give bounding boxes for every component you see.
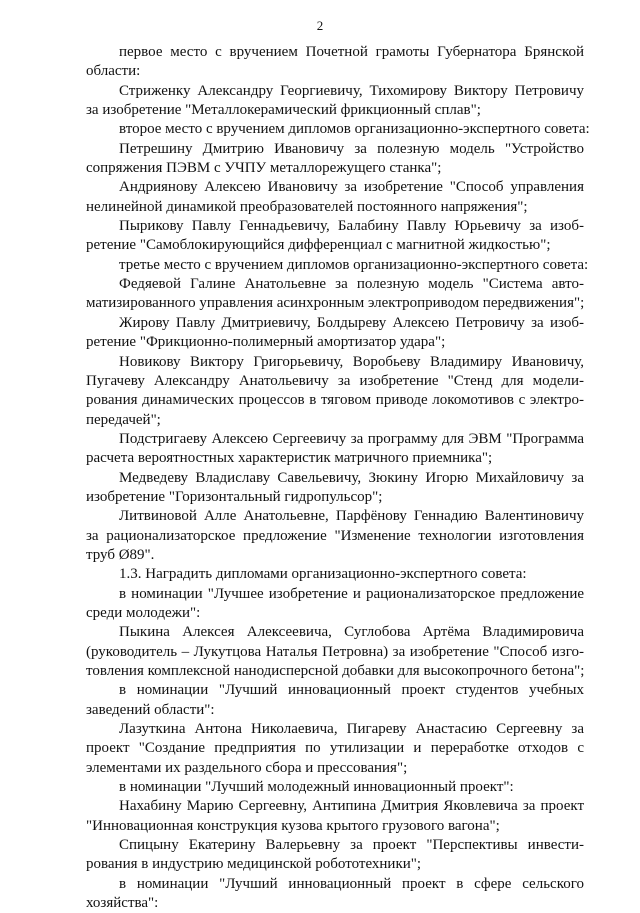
text-line: третье место с вручением дипломов организационно-экспертного совета: [119,256,589,273]
paragraph [86,353,584,430]
paragraph [86,43,584,82]
text-line: Петрешину Дмитрию Ивановичу за полезную модель "Устройство [119,140,584,157]
paragraph [86,681,584,720]
paragraph [86,82,584,121]
paragraph [86,256,589,275]
text-line: сопряжения ПЭВМ с УЧПУ металлорежущего станка"; [86,160,442,177]
text-line: рования динамических процессов в тяговом приводе локомотивов с электро- [86,392,584,409]
text-line: Нахабину Марию Сергеевну, Антипина Дмитрия Яковлевича за проект [119,798,584,815]
text-line: среди молодежи": [86,604,201,621]
text-line: Пырикову Павлу Геннадьевичу, Балабину Павлу Юрьевичу за изоб- [119,218,584,235]
text-line: ретение "Самоблокирующийся дифференциал с магнитной жидкостью"; [86,237,551,254]
paragraph [86,585,584,624]
page-number: 2 [316,18,324,33]
text-line: за рационализаторское предложение "Изменение технологии изготовления [86,527,584,544]
paragraph [86,275,584,314]
paragraph [86,720,584,778]
text-line: рования в индустрию медицинской робототехники"; [86,856,422,873]
text-line: Пугачеву Александру Анатольевичу за изобретение "Стенд для модели- [86,372,584,389]
text-line: нелинейной динамикой преобразователей постоянного напряжения"; [86,198,528,215]
text-line: хозяйства": [86,895,159,912]
text-line: 1.3. Наградить дипломами организационно-экспертного совета: [119,566,527,583]
paragraph [86,469,584,508]
paragraph [86,778,584,797]
text-line: первое место с вручением Почетной грамоты Губернатора Брянской [119,44,584,60]
text-line: Жирову Павлу Дмитриевичу, Болдыреву Алексею Петровичу за изоб- [119,314,584,331]
text-line: в номинации "Лучший молодежный инновационный проект": [119,779,514,796]
text-line: элементами их раздельного сбора и прессования"; [86,759,408,776]
paragraph [86,217,584,256]
paragraph [86,507,584,565]
text-line: матизированного управления асинхронным электроприводом передвижения"; [86,295,585,312]
paragraph [86,797,584,836]
paragraph [86,430,584,469]
text-line: Стриженку Александру Георгиевичу, Тихомирову Виктору Петровичу [119,82,584,99]
text-line: Андриянову Алексею Ивановичу за изобретение "Способ управления [119,179,584,196]
text-line: заведений области": [86,701,215,718]
text-line: ретение "Фрикционно-полимерный амортизатор удара"; [86,334,446,351]
paragraph [86,875,584,913]
paragraph [86,623,584,681]
document-body [86,43,590,913]
paragraph [86,140,584,179]
text-line: за изобретение "Металлокерамический фрикционный сплав"; [86,102,481,119]
paragraph [86,565,584,584]
text-line: проект "Создание предприятия по утилизации и переработке отходов с [86,740,584,757]
text-line: "Инновационная конструкция кузова крытого грузового вагона"; [86,817,500,834]
text-line: Федяевой Галине Анатольевне за полезную модель "Система авто- [119,276,584,293]
paragraph [86,120,590,139]
paragraph [86,836,584,875]
text-line: (руководитель – Лукутцова Наталья Петровна) за изобретение "Способ изго- [86,643,584,660]
text-line: передачей"; [86,411,161,428]
text-line: Литвиновой Алле Анатольевне, Парфёнову Геннадию Валентиновичу [119,508,584,525]
text-line: Спицыну Екатерину Валерьевну за проект "Перспективы инвести- [119,837,584,854]
text-line: расчета вероятностных характеристик матричного приемника"; [86,450,493,467]
text-line: Пыкина Алексея Алексеевича, Суглобова Артёма Владимировича [119,624,584,641]
text-line: в номинации "Лучший инновационный проект в сфере сельского [119,875,584,892]
text-line: изобретение "Горизонтальный гидропульсор"; [86,488,383,505]
text-line: Новикову Виктору Григорьевичу, Воробьеву Владимиру Ивановичу, [119,353,584,370]
text-line: области: [86,63,141,80]
text-line: товления комплексной нанодисперсной добавки для высокопрочного бетона"; [86,663,585,679]
text-line: второе место с вручением дипломов организационно-экспертного совета: [119,121,590,138]
text-line: в номинации "Лучшее изобретение и рационализаторское предложение [119,585,584,602]
text-line: Подстригаеву Алексею Сергеевичу за программу для ЭВМ "Программа [119,430,584,447]
text-line: Медведеву Владиславу Савельевичу, Зюкину Игорю Михайловичу за [119,469,584,486]
text-line: труб Ø89". [86,546,155,563]
paragraph [86,178,584,217]
text-line: Лазуткина Антона Николаевича, Пигареву Анастасию Сергеевну за [119,721,584,738]
text-line: в номинации "Лучший инновационный проект студентов учебных [119,682,584,699]
paragraph [86,314,584,353]
